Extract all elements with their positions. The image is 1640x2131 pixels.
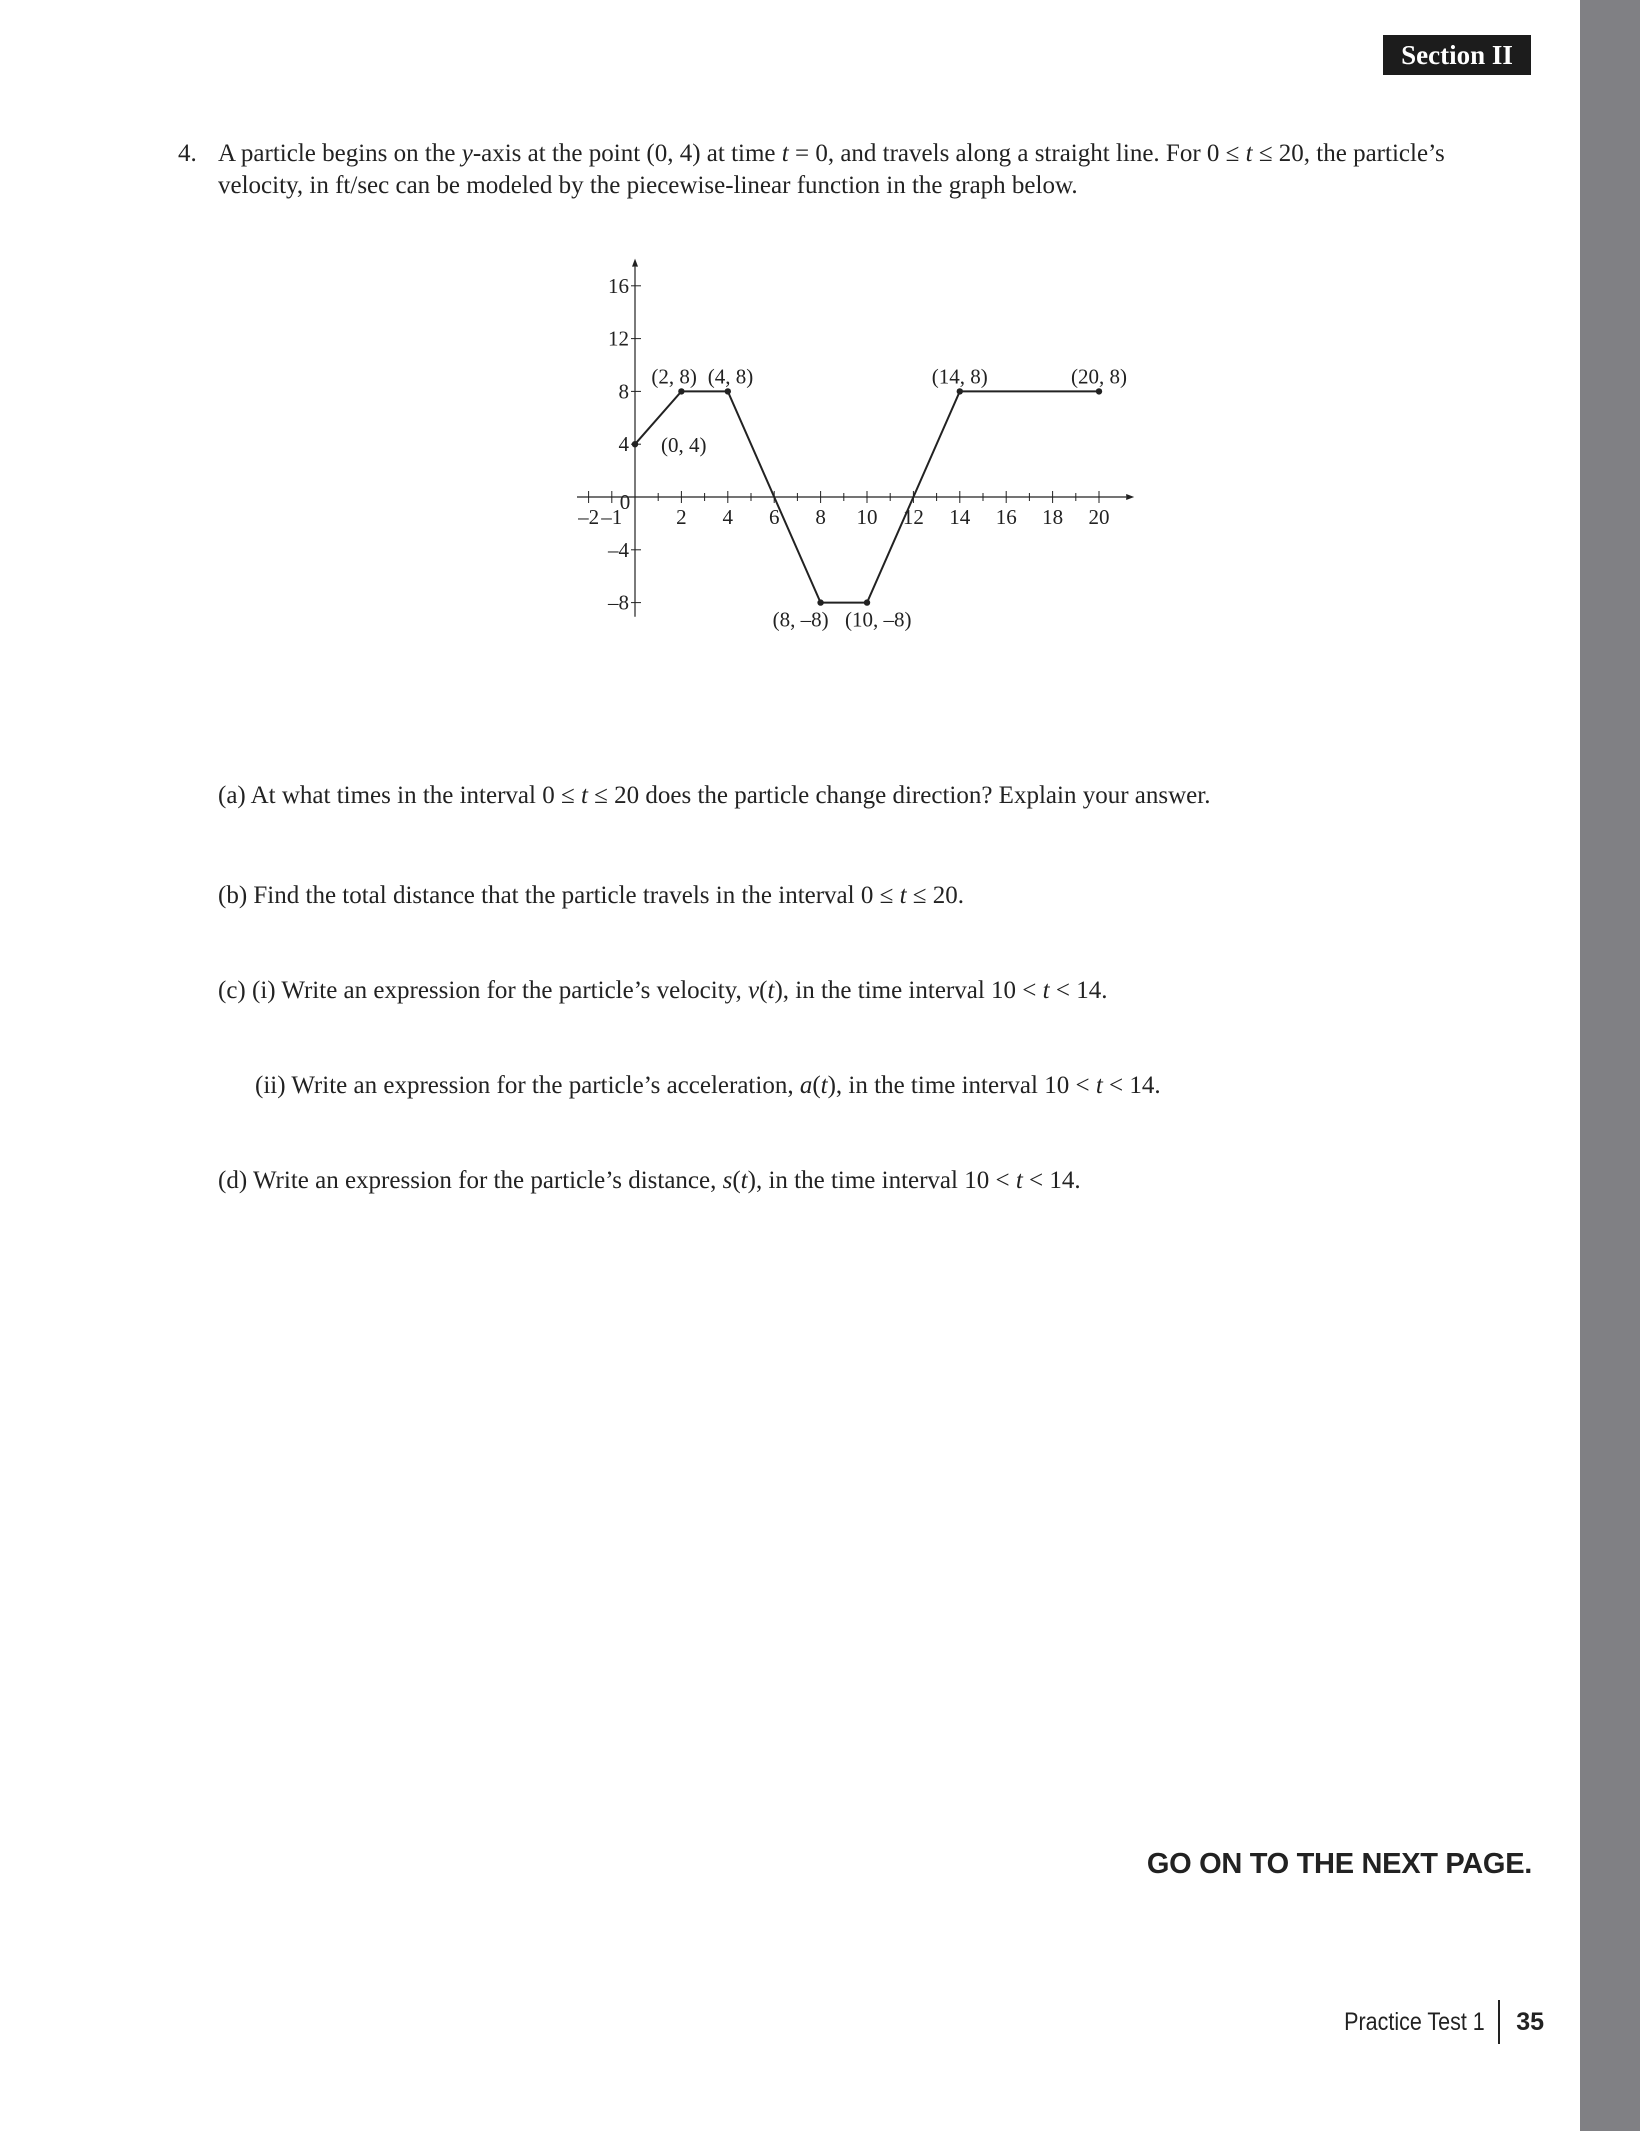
point-label: (8, –8): [772, 607, 829, 632]
question-stem: A particle begins on the y-axis at the point (0, 4) at time t = 0, and travels along a straight line. For 0 ≤ t ≤ 20, the particle’s velocity, in ft/sec can be modeled by the piecewise-linear function in the graph below.: [218, 140, 1445, 199]
y-tick-label: –8: [608, 590, 629, 615]
x-tick-label: –1: [601, 505, 623, 529]
x-tick-label: 8: [815, 505, 826, 529]
velocity-chart-svg: [535, 230, 1135, 670]
x-tick-label: –2: [578, 505, 600, 529]
x-tick-label: 10: [856, 505, 878, 529]
x-tick-label: 12: [902, 505, 924, 529]
y-tick-label: 4: [618, 432, 629, 457]
x-tick-label: 2: [676, 505, 687, 529]
question-number: 4.: [178, 140, 197, 167]
data-point: [864, 599, 870, 605]
part-a: (a) At what times in the interval 0 ≤ t ≤ 20 does the particle change direction? Explain your answer.: [218, 782, 1211, 809]
point-label: (20, 8): [1071, 364, 1127, 389]
x-tick-label: 14: [949, 505, 971, 529]
x-tick-label: 20: [1088, 505, 1110, 529]
part-c-ii: (ii) Write an expression for the particle’s acceleration, a(t), in the time interval 10 < t < 14.: [255, 1072, 1161, 1099]
question-4: [180, 138, 1520, 202]
section-badge: Section II: [1383, 35, 1531, 75]
y-tick-label: 12: [608, 326, 629, 351]
part-c-i: (c) (i) Write an expression for the particle’s velocity, v(t), in the time interval 10 < t < 14.: [218, 977, 1108, 1004]
part-b: (b) Find the total distance that the particle travels in the interval 0 ≤ t ≤ 20.: [218, 882, 965, 909]
data-point: [1096, 388, 1102, 394]
go-on-notice: GO ON TO THE NEXT PAGE.: [1146, 1848, 1532, 1880]
point-label: (0, 4): [661, 433, 707, 458]
y-tick-label: –4: [608, 537, 629, 562]
x-tick-label: 18: [1042, 505, 1064, 529]
page-number: 35: [1516, 2007, 1544, 2036]
point-label: (10, –8): [845, 607, 912, 632]
x-tick-label: 6: [768, 505, 780, 529]
point-label: (2, 8): [651, 364, 697, 389]
y-axis-arrow: [632, 259, 638, 267]
x-tick-label: 4: [722, 505, 734, 529]
y-tick-label: 16: [608, 273, 629, 298]
x-tick-label: 16: [995, 505, 1017, 529]
data-point: [817, 599, 823, 605]
data-point: [957, 388, 963, 394]
point-label: (14, 8): [931, 364, 988, 389]
page-footer: [1319, 2000, 1544, 2044]
part-d: (d) Write an expression for the particle’s distance, s(t), in the time interval 10 < t < 14.: [218, 1167, 1081, 1194]
x-tick-label: 0: [619, 490, 631, 514]
point-label: (4, 8): [707, 364, 754, 389]
footer-title: Practice Test 1: [1343, 2007, 1485, 2036]
data-point: [725, 388, 731, 394]
data-point: [678, 388, 684, 394]
velocity-graph: [535, 230, 1135, 675]
x-axis-arrow: [1126, 494, 1134, 500]
y-tick-label: 8: [618, 379, 629, 404]
side-margin-bar: [1580, 0, 1640, 2131]
data-point: [632, 441, 638, 447]
